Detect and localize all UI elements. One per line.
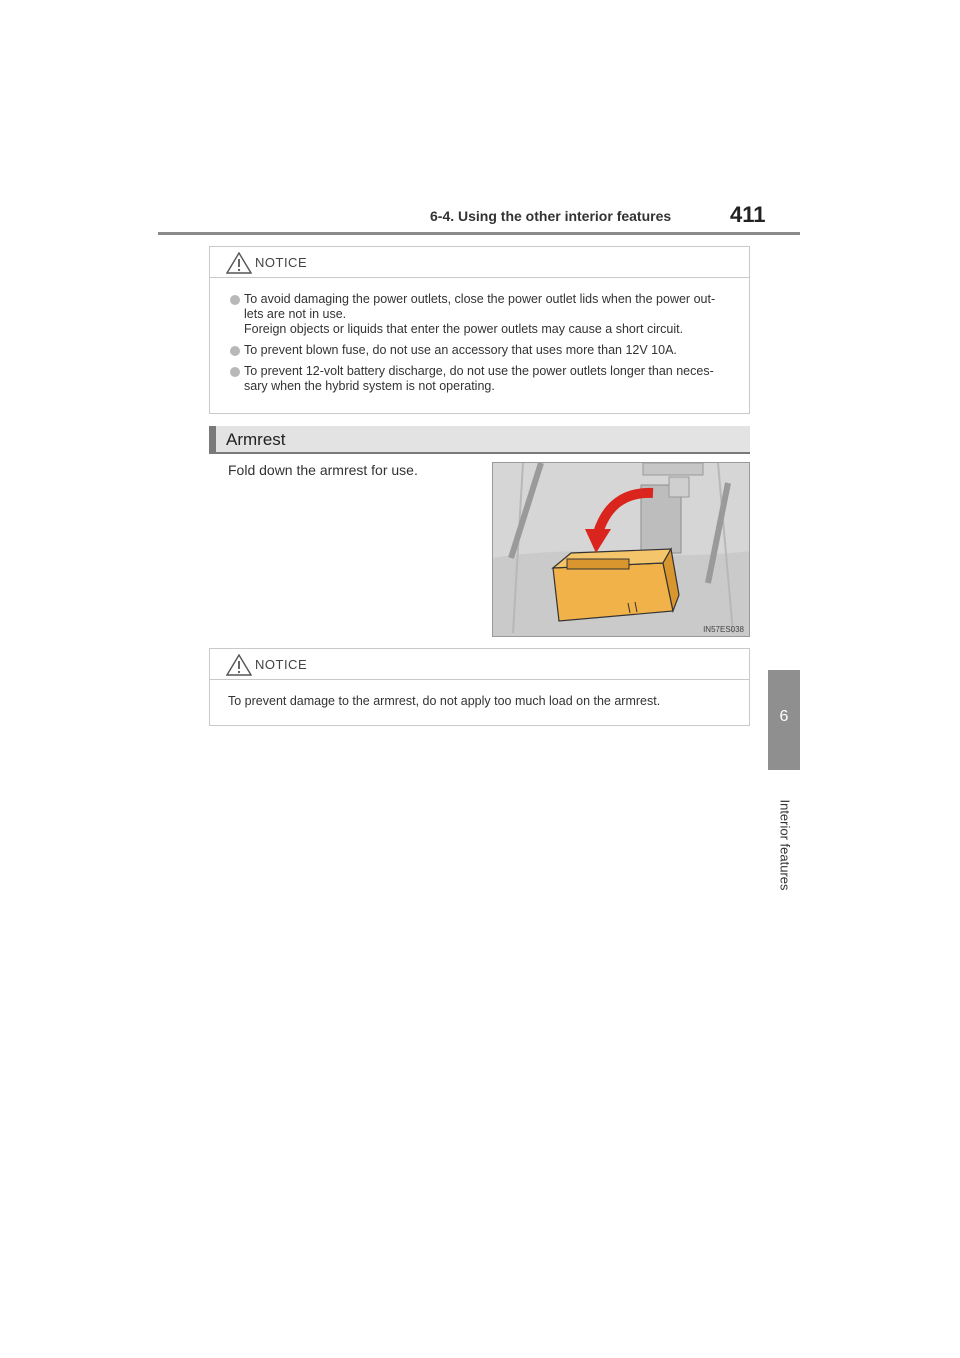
notice-list xyxy=(210,278,749,412)
armrest-drawing xyxy=(493,463,750,637)
notice-text: To prevent damage to the armrest, do not apply too much load on the armrest. xyxy=(228,694,661,708)
bullet-icon xyxy=(230,346,240,356)
page-number: 411 xyxy=(730,202,766,227)
text-line: sary when the hybrid system is not operating. xyxy=(244,379,495,393)
chapter-label: Interior features xyxy=(777,799,793,891)
text-line: lets are not in use. xyxy=(244,307,347,321)
section-heading-title: Armrest xyxy=(226,430,286,449)
list-item xyxy=(230,364,741,394)
header-rule xyxy=(158,232,800,235)
warning-triangle-icon xyxy=(226,654,252,676)
chapter-tab xyxy=(768,670,800,770)
list-item xyxy=(230,292,741,337)
list-item xyxy=(230,343,741,358)
text-line: To prevent blown fuse, do not use an accessory that uses more than 12V 10A. xyxy=(244,343,677,357)
notice-header xyxy=(210,649,749,680)
armrest-illustration xyxy=(492,462,750,637)
chapter-number: 6 xyxy=(779,708,789,725)
armrest-instruction: Fold down the armrest for use. xyxy=(228,462,418,478)
text-line: To prevent 12-volt battery discharge, do not use the power outlets longer than neces- xyxy=(244,364,714,378)
warning-triangle-icon xyxy=(226,252,252,274)
text-line: Foreign objects or liquids that enter the power outlets may cause a short circuit. xyxy=(244,322,684,336)
notice-header xyxy=(210,247,749,278)
notice-label: NOTICE xyxy=(255,255,308,270)
notice-box-power-outlets xyxy=(209,246,750,414)
figure-code: IN57ES038 xyxy=(703,625,744,634)
bullet-icon xyxy=(230,295,240,305)
notice-label: NOTICE xyxy=(255,657,308,672)
section-heading-armrest xyxy=(209,426,750,454)
text-line: To avoid damaging the power outlets, close the power outlet lids when the power out- xyxy=(244,292,716,306)
notice-box-armrest xyxy=(209,648,750,726)
section-title: 6-4. Using the other interior features xyxy=(430,208,672,224)
bullet-icon xyxy=(230,367,240,377)
